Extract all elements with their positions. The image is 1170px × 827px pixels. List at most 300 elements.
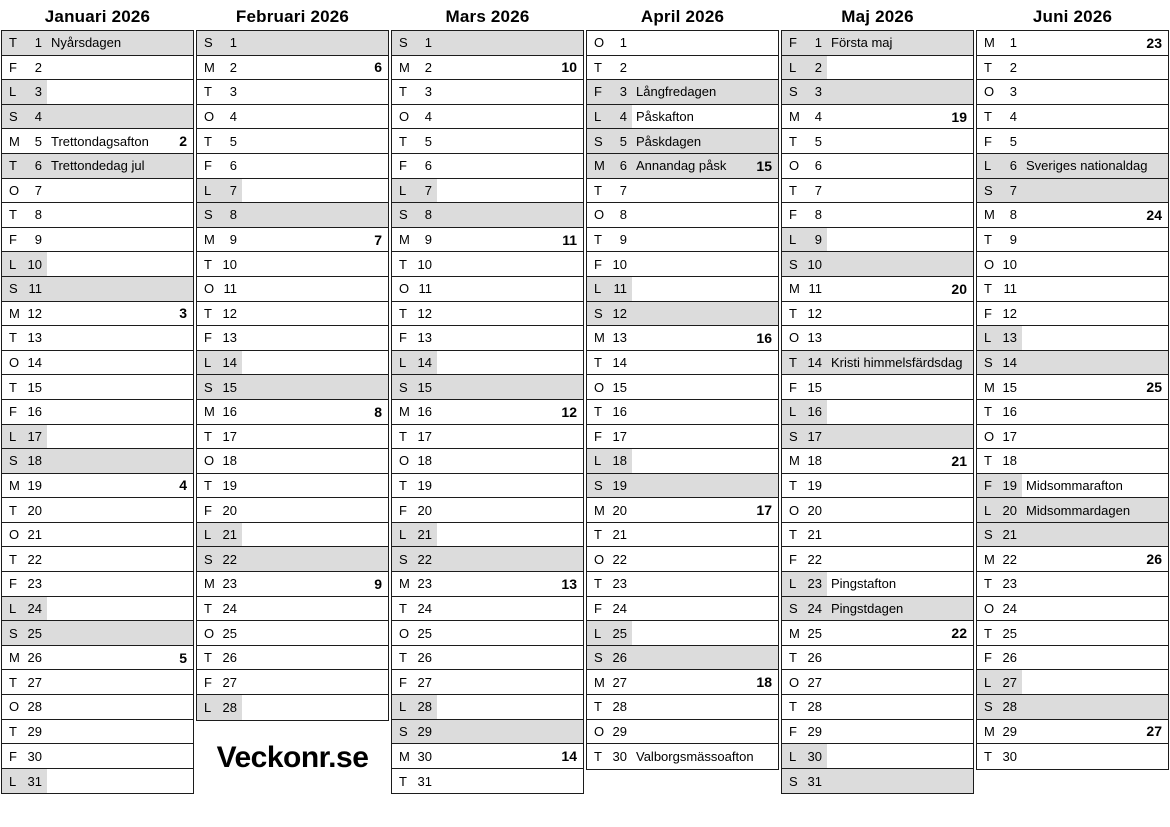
day-row [197,498,388,523]
day-number: 25 [807,625,822,641]
day-number: 30 [27,748,42,764]
day-row [977,326,1168,351]
day-number: 10 [1002,256,1017,272]
weekday-letter: T [399,305,407,321]
weekday-letter: L [789,59,797,75]
weekday-letter: T [789,477,797,493]
day-row [977,449,1168,474]
day-label [977,547,1022,571]
week-number: 27 [1146,723,1162,740]
day-row [587,80,778,105]
day-number: 11 [613,281,627,297]
week-number: 19 [951,108,967,125]
weekday-letter: S [204,207,213,223]
weekday-letter: T [204,256,212,272]
day-label [392,56,437,80]
weekday-letter: O [984,84,995,100]
day-label [587,720,632,744]
day-label [587,326,632,350]
day-number: 21 [417,527,432,543]
day-row [2,425,193,450]
week-number: 7 [374,231,382,248]
day-row [392,425,583,450]
weekday-letter: O [594,551,605,567]
weekday-letter: O [789,330,800,346]
weekday-letter: M [789,625,800,641]
weekday-letter: F [789,551,797,567]
day-label [197,302,242,326]
day-number: 24 [612,600,627,616]
weekday-letter: S [984,699,993,715]
day-number: 30 [807,748,822,764]
weekday-letter: S [204,35,213,51]
day-label [2,720,47,744]
weekday-letter: M [789,281,800,297]
weekday-letter: O [204,453,215,469]
day-row [392,56,583,81]
day-number: 28 [417,699,432,715]
day-number: 18 [417,453,432,469]
day-row [587,547,778,572]
weekday-letter: T [594,527,602,543]
day-row [2,179,193,204]
month-grid [976,30,1169,770]
day-number: 12 [807,305,822,321]
day-number: 15 [612,379,627,395]
month-grid [196,30,389,721]
day-label [2,228,47,252]
day-number: 19 [612,477,627,493]
day-number: 12 [222,305,237,321]
day-row [587,228,778,253]
day-label [392,621,437,645]
weekday-letter: T [984,109,992,125]
weekday-letter: F [789,723,797,739]
weekday-letter: T [984,59,992,75]
day-label [977,179,1022,203]
weekday-letter: O [789,674,800,690]
weekday-letter: T [984,576,992,592]
weekday-letter: O [399,625,410,641]
day-number: 20 [222,502,237,518]
weekday-letter: L [399,527,407,543]
weekday-letter: T [984,625,992,641]
weekday-letter: T [399,256,407,272]
day-row [2,277,193,302]
weekday-letter: S [9,625,18,641]
weekday-letter: L [984,674,992,690]
weekday-letter: L [984,330,992,346]
day-number: 3 [619,84,627,100]
weekday-letter: T [594,182,602,198]
day-number: 7 [1009,182,1017,198]
weekday-letter: F [204,674,212,690]
weekday-letter: F [9,576,17,592]
month-title: Januari 2026 [44,7,151,26]
day-number: 8 [229,207,237,223]
day-label [587,597,632,621]
day-row [782,80,973,105]
day-row [392,375,583,400]
weekday-letter: F [399,330,407,346]
day-label [2,252,47,276]
day-label [392,105,437,129]
day-label [782,498,827,522]
day-row [2,375,193,400]
day-label [782,179,827,203]
day-number: 26 [1002,650,1017,666]
weekday-letter: L [984,158,992,174]
weekday-letter: M [789,109,800,125]
week-number: 15 [756,157,772,174]
day-row [2,105,193,130]
day-row [197,425,388,450]
week-number: 3 [179,305,187,322]
weekday-letter: M [399,232,410,248]
day-label [197,621,242,645]
day-label [977,646,1022,670]
holiday-name: Kristi himmelsfärdsdag [831,355,963,371]
day-number: 30 [1002,749,1017,765]
day-number: 13 [612,330,627,346]
day-number: 15 [417,379,432,395]
day-label [782,80,827,104]
day-label [197,425,242,449]
day-row [587,670,778,695]
week-number: 16 [756,329,772,346]
weekday-letter: S [399,35,408,51]
day-row [587,425,778,450]
day-row [392,351,583,376]
day-label [782,400,827,424]
day-number: 26 [222,650,237,666]
day-number: 8 [34,207,42,223]
day-number: 14 [807,355,822,371]
day-label [977,744,1022,769]
day-row [977,375,1168,400]
weekday-letter: S [399,551,408,567]
weekday-letter: T [594,404,602,420]
week-number: 21 [951,452,967,469]
day-label [782,31,827,55]
weekday-letter: T [789,182,797,198]
day-row [977,31,1168,56]
month-column-february [196,0,389,794]
day-label [782,129,827,153]
month-title: Februari 2026 [235,7,350,26]
day-label [977,228,1022,252]
holiday-name: Nyårsdagen [51,35,122,51]
day-row [392,621,583,646]
day-row [782,744,973,769]
day-number: 12 [27,305,42,321]
weekday-letter: M [399,59,410,75]
day-row [587,646,778,671]
day-number: 23 [222,576,237,592]
weekday-letter: T [789,699,797,715]
weekday-letter: S [594,650,603,666]
holiday-name: Påskafton [636,109,694,125]
day-number: 3 [1009,84,1017,100]
weekday-letter: S [399,379,408,395]
weekday-letter: T [9,379,17,395]
weekday-letter: S [984,355,993,371]
day-number: 3 [814,84,822,100]
weekday-letter: M [594,502,605,518]
day-label [2,670,47,694]
day-label [977,670,1022,694]
day-label [587,670,632,694]
day-number: 21 [612,527,627,543]
day-label [977,449,1022,473]
day-row [782,228,973,253]
day-row [2,154,193,179]
day-row [977,474,1168,499]
day-row [392,277,583,302]
day-row [392,80,583,105]
day-label [197,523,242,547]
day-label [2,31,47,55]
day-number: 17 [417,428,432,444]
day-label [977,720,1022,744]
week-number: 24 [1146,206,1162,223]
day-row [392,228,583,253]
day-row [782,572,973,597]
day-row [587,523,778,548]
day-label [2,129,47,153]
day-label [2,351,47,375]
day-row [587,31,778,56]
day-label [977,375,1022,399]
day-label [392,154,437,178]
day-number: 23 [612,576,627,592]
day-number: 22 [612,551,627,567]
day-number: 15 [807,379,822,395]
day-number: 24 [1002,600,1017,616]
day-number: 13 [1002,330,1017,346]
day-label [587,277,632,301]
day-label [392,744,437,768]
week-number: 12 [561,403,577,420]
day-row [392,179,583,204]
day-row [392,646,583,671]
day-label [392,597,437,621]
weekday-letter: L [9,428,17,444]
day-label [977,474,1022,498]
holiday-name: Trettondagsafton [51,133,149,149]
day-label [977,203,1022,227]
day-number: 12 [417,305,432,321]
weekday-letter: S [204,379,213,395]
day-row [587,129,778,154]
weekday-letter: T [984,281,992,297]
day-number: 11 [808,281,822,297]
holiday-name: Långfredagen [636,84,717,100]
day-number: 10 [417,256,432,272]
day-number: 26 [27,650,42,666]
day-label [977,80,1022,104]
day-number: 27 [27,674,42,690]
week-number: 18 [756,674,772,691]
day-row [392,523,583,548]
weekday-letter: T [984,404,992,420]
day-number: 17 [1002,428,1017,444]
day-label [197,203,242,227]
day-row [392,400,583,425]
weekday-letter: F [984,133,992,149]
weekday-letter: O [9,182,20,198]
day-number: 27 [222,674,237,690]
day-row [392,474,583,499]
day-number: 11 [223,281,237,297]
day-number: 2 [424,59,432,75]
day-label [587,695,632,719]
holiday-name: Midsommarafton [1026,477,1123,493]
day-row [587,597,778,622]
weekday-letter: T [9,158,17,174]
day-number: 15 [1002,379,1017,395]
weekday-letter: T [594,232,602,248]
day-number: 25 [1002,625,1017,641]
month-title: Juni 2026 [1032,7,1113,26]
day-row [392,670,583,695]
weekday-letter: O [594,35,605,51]
day-number: 7 [34,182,42,198]
day-label [197,474,242,498]
day-label [2,695,47,719]
day-label [587,228,632,252]
weekday-letter: T [204,84,212,100]
day-label [782,375,827,399]
day-number: 5 [424,133,432,149]
day-label [587,425,632,449]
day-number: 22 [417,551,432,567]
day-row [2,400,193,425]
day-label [782,695,827,719]
day-label [587,302,632,326]
day-row [197,154,388,179]
weekday-letter: L [594,281,602,297]
day-number: 21 [807,527,822,543]
day-number: 3 [229,84,237,100]
day-row [977,572,1168,597]
week-number: 11 [562,231,577,248]
day-label [197,252,242,276]
week-number: 9 [374,575,382,592]
day-number: 21 [222,527,237,543]
day-label [2,400,47,424]
weekday-letter: L [789,576,797,592]
day-label [977,400,1022,424]
day-number: 20 [27,502,42,518]
day-number: 17 [807,428,822,444]
day-number: 20 [417,502,432,518]
day-row [2,474,193,499]
day-row [782,449,973,474]
weekday-letter: T [594,699,602,715]
day-label [2,449,47,473]
day-row [392,498,583,523]
day-label [197,80,242,104]
day-row [782,277,973,302]
day-label [392,326,437,350]
day-label [2,597,47,621]
weekday-letter: L [789,748,797,764]
weekday-letter: S [789,773,798,789]
month-title: Maj 2026 [841,7,914,26]
day-number: 9 [1009,232,1017,248]
weekday-letter: M [594,674,605,690]
weekday-letter: F [789,35,797,51]
day-number: 17 [612,428,627,444]
day-row [587,720,778,745]
day-label [782,203,827,227]
weekday-letter: T [789,305,797,321]
day-label [392,129,437,153]
day-label [197,670,242,694]
day-row [587,621,778,646]
day-row [2,670,193,695]
weekday-letter: O [9,355,20,371]
day-label [197,179,242,203]
weekday-letter: S [399,207,408,223]
day-row [977,400,1168,425]
day-number: 14 [222,355,237,371]
day-label [2,302,47,326]
weekday-letter: O [9,527,20,543]
weekday-letter: F [399,502,407,518]
day-label [392,646,437,670]
day-number: 14 [612,355,627,371]
day-number: 30 [417,748,432,764]
month-column-april [586,0,779,794]
weekday-letter: F [9,404,17,420]
day-number: 15 [222,379,237,395]
month-column-january [1,0,194,794]
day-number: 25 [417,625,432,641]
day-row [977,351,1168,376]
day-label [782,105,827,129]
day-row [2,228,193,253]
weekday-letter: M [984,379,995,395]
day-number: 22 [807,551,822,567]
day-label [392,720,437,744]
day-number: 4 [1009,109,1017,125]
weekday-letter: F [789,379,797,395]
day-label [782,351,827,375]
day-label [587,449,632,473]
day-number: 11 [1003,281,1017,297]
weekday-letter: O [789,502,800,518]
day-label [392,547,437,571]
day-number: 31 [27,773,42,789]
day-number: 9 [229,232,237,248]
day-row [587,154,778,179]
day-label [392,695,437,719]
day-row [392,744,583,769]
day-number: 1 [424,35,432,51]
day-row [782,523,973,548]
day-label [587,80,632,104]
day-label [392,252,437,276]
weekday-letter: T [9,502,17,518]
day-label [782,228,827,252]
day-row [392,449,583,474]
day-label [587,203,632,227]
day-number: 3 [424,84,432,100]
week-number: 25 [1146,379,1162,396]
weekday-letter: T [984,232,992,248]
